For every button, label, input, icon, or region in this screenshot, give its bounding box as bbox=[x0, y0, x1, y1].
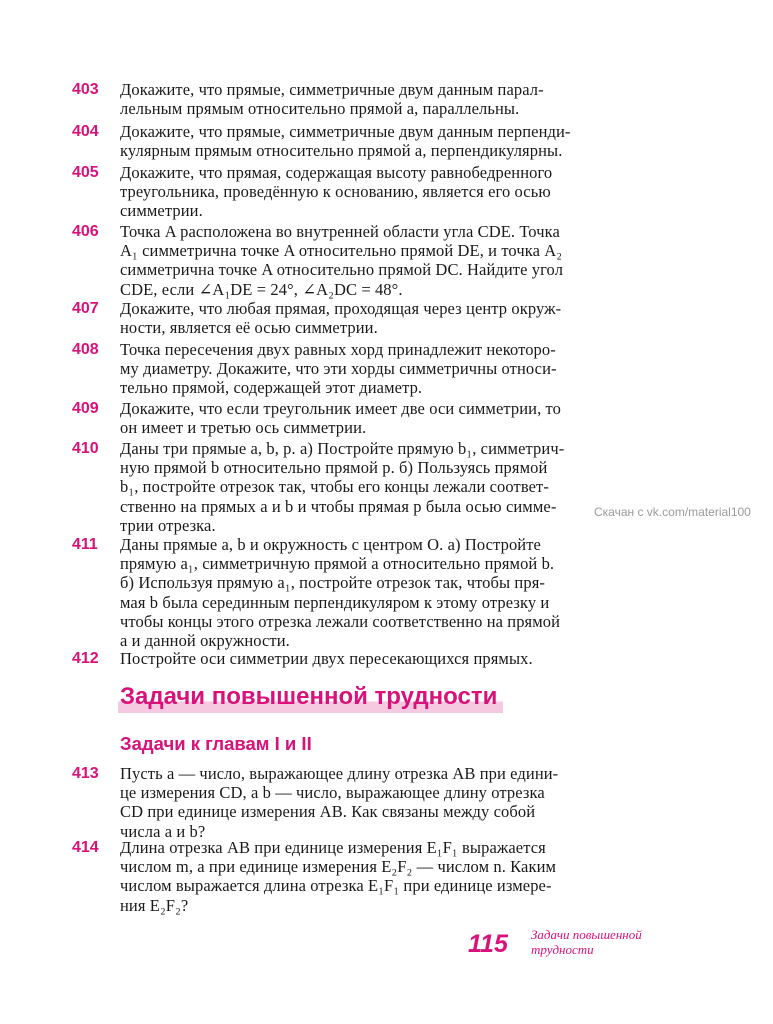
text-line: Докажите, что прямые, симметричные двум данным парал- bbox=[120, 80, 544, 99]
problem-406 bbox=[72, 222, 682, 299]
problem-number: 414 bbox=[72, 839, 99, 856]
problem-number: 405 bbox=[72, 164, 99, 181]
problem-text bbox=[120, 163, 682, 221]
watermark: Скачан с vk.com/material100 bbox=[594, 505, 751, 519]
problem-text bbox=[120, 122, 682, 160]
text-line: му диаметру. Докажите, что эти хорды симметричны относи- bbox=[120, 359, 557, 379]
text-line: симметрична точке A относительно прямой DC. Найдите угол bbox=[120, 260, 564, 280]
problem-text bbox=[120, 439, 682, 535]
text-line: a и данной окружности. bbox=[120, 631, 290, 651]
text-line: трии отрезка. bbox=[120, 515, 216, 535]
problem-408 bbox=[72, 340, 682, 398]
text-line: CD при единице измерения AB. Как связаны между собой bbox=[120, 802, 536, 822]
subsection-title: Задачи к главам I и II bbox=[120, 733, 312, 754]
text-line: Даны прямые a, b и окружность с центром O. а) Постройте bbox=[120, 535, 541, 554]
problem-number: 411 bbox=[72, 536, 98, 553]
problem-number: 413 bbox=[72, 765, 99, 782]
problem-text bbox=[120, 399, 682, 437]
problem-number: 406 bbox=[72, 223, 99, 240]
text-line: це измерения CD, а b — число, выражающее длину отрезка bbox=[120, 783, 545, 803]
problem-text bbox=[120, 299, 682, 337]
problem-410 bbox=[72, 439, 682, 535]
section-title: Задачи повышенной трудности bbox=[118, 683, 503, 713]
text-line: Пусть a — число, выражающее длину отрезка AB при едини- bbox=[120, 764, 559, 783]
problem-413 bbox=[72, 764, 682, 841]
text-line: он имеет и третью ось симметрии. bbox=[120, 418, 367, 438]
text-line: числом выражается длина отрезка E₁F₁ при единице измере- bbox=[120, 876, 552, 896]
text-line: CDE, если ∠A₁DE = 24°, ∠A₂DC = 48°. bbox=[120, 279, 403, 299]
problem-text bbox=[120, 649, 682, 668]
text-line: Постройте оси симметрии двух пересекающихся прямых. bbox=[120, 649, 533, 668]
text-line: ния E₂F₂? bbox=[120, 895, 189, 915]
text-line: тельно прямой, содержащей этот диаметр. bbox=[120, 378, 423, 398]
problem-414 bbox=[72, 838, 682, 915]
text-line: b₁, постройте отрезок так, чтобы его концы лежали соответ- bbox=[120, 477, 549, 497]
text-line: симметрии. bbox=[120, 201, 203, 221]
running-title bbox=[531, 927, 681, 957]
problem-text bbox=[120, 80, 682, 118]
text-line: числа a и b? bbox=[120, 821, 206, 841]
text-line: Докажите, что прямые, симметричные двум данным перпенди- bbox=[120, 122, 571, 141]
text-line: чтобы концы этого отрезка лежали соответственно на прямой bbox=[120, 611, 561, 631]
problem-number: 407 bbox=[72, 300, 99, 317]
text-line: A₁ симметрична точке A относительно прямой DE, и точка A₂ bbox=[120, 241, 563, 261]
text-line: лельным прямым относительно прямой a, параллельны. bbox=[120, 99, 520, 119]
running-title-line: трудности bbox=[531, 942, 594, 957]
problem-text bbox=[120, 340, 682, 398]
text-line: ную прямой b относительно прямой p. б) Пользуясь прямой bbox=[120, 458, 548, 478]
problem-number: 403 bbox=[72, 81, 99, 98]
problem-number: 404 bbox=[72, 123, 99, 140]
text-line: мая b была серединным перпендикуляром к этому отрезку и bbox=[120, 592, 550, 612]
problem-text bbox=[120, 764, 682, 841]
text-line: треугольника, проведённую к основанию, является его осью bbox=[120, 182, 551, 202]
text-line: Докажите, что любая прямая, проходящая через центр окруж- bbox=[120, 299, 562, 318]
text-line: Точка пересечения двух равных хорд принадлежит некоторо- bbox=[120, 340, 556, 359]
running-title-line: Задачи повышенной bbox=[531, 927, 642, 942]
problem-407 bbox=[72, 299, 682, 337]
text-line: Точка A расположена во внутренней области угла CDE. Точка bbox=[120, 222, 560, 241]
text-line: ности, является её осью симметрии. bbox=[120, 318, 378, 338]
problem-text bbox=[120, 222, 682, 299]
text-line: б) Используя прямую a₁, постройте отрезок так, чтобы пря- bbox=[120, 573, 545, 593]
problem-text bbox=[120, 535, 682, 650]
text-line: Докажите, что прямая, содержащая высоту равнобедренного bbox=[120, 163, 553, 182]
problem-text bbox=[120, 838, 682, 915]
problem-409 bbox=[72, 399, 682, 437]
text-line: кулярным прямым относительно прямой a, перпендикулярны. bbox=[120, 141, 563, 161]
problem-412 bbox=[72, 649, 682, 668]
text-line: Даны три прямые a, b, p. а) Постройте прямую b₁, симметрич- bbox=[120, 439, 565, 458]
page-number: 115 bbox=[468, 930, 508, 958]
problem-number: 412 bbox=[72, 650, 99, 667]
text-line: Докажите, что если треугольник имеет две оси симметрии, то bbox=[120, 399, 562, 418]
problem-405 bbox=[72, 163, 682, 221]
problem-number: 410 bbox=[72, 440, 99, 457]
problem-number: 409 bbox=[72, 400, 99, 417]
text-line: прямую a₁, симметричную прямой a относительно прямой b. bbox=[120, 554, 555, 574]
problem-403 bbox=[72, 80, 682, 118]
problem-411 bbox=[72, 535, 682, 650]
text-line: Длина отрезка AB при единице измерения E₁F₁ выражается bbox=[120, 838, 546, 857]
problem-404 bbox=[72, 122, 682, 160]
problem-number: 408 bbox=[72, 341, 99, 358]
text-line: числом m, а при единице измерения E₂F₂ — числом n. Каким bbox=[120, 857, 557, 877]
text-line: ственно на прямых a и b и чтобы прямая p была осью симме- bbox=[120, 496, 557, 516]
